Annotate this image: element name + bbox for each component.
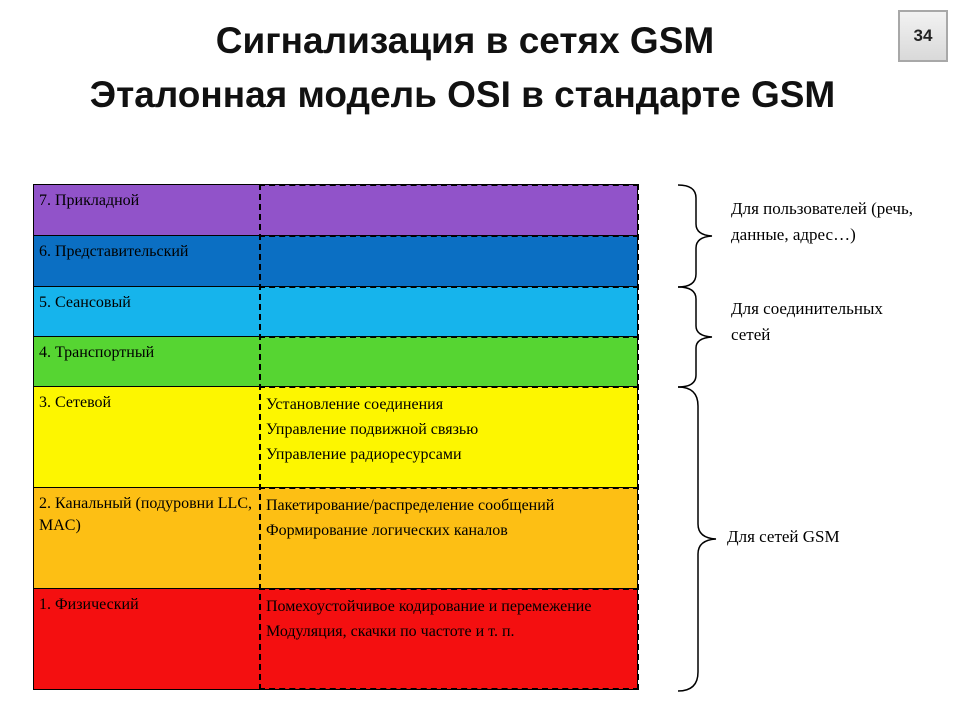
layer-name: 1. Физический [39, 596, 139, 613]
layer-row-4 [33, 336, 638, 387]
layer-row-3 [33, 386, 638, 488]
layer-functions: Помехоустойчивое кодирование и перемежение Модуляция, скачки по частоте и т. п. [266, 598, 592, 640]
page-number-badge: 34 [898, 10, 948, 62]
layer-name: 7. Прикладной [39, 192, 140, 209]
brace-connecting-icon [676, 286, 716, 388]
layer-functions: Установление соединения Управление подвижной связью Управление радиоресурсами [266, 396, 479, 463]
group-label-users: Для пользователей (речь, данные, адрес…) [731, 199, 913, 244]
layer-name: 4. Транспортный [39, 344, 155, 361]
layer-row-1 [33, 588, 638, 690]
slide-subtitle: Эталонная модель OSI в стандарте GSM [89, 74, 836, 115]
layer-name: 6. Представительский [39, 243, 189, 260]
layer-functions: Пакетирование/распределение сообщений Формирование логических каналов [266, 497, 555, 539]
group-label-connecting: Для соединительных сетей [731, 299, 883, 344]
layer-row-7 [33, 184, 638, 236]
group-label-gsm: Для сетей GSM [727, 527, 840, 546]
brace-users-icon [676, 184, 716, 288]
layer-name: 3. Сетевой [39, 394, 112, 411]
layer-row-2 [33, 487, 638, 589]
brace-gsm-icon [676, 386, 720, 692]
layer-name: 5. Сеансовый [39, 294, 131, 311]
layer-row-6 [33, 235, 638, 287]
layer-row-5 [33, 286, 638, 337]
slide-title: Сигнализация в сетях GSM [215, 20, 715, 61]
layer-name: 2. Канальный (подуровни LLC, MAC) [39, 495, 252, 534]
